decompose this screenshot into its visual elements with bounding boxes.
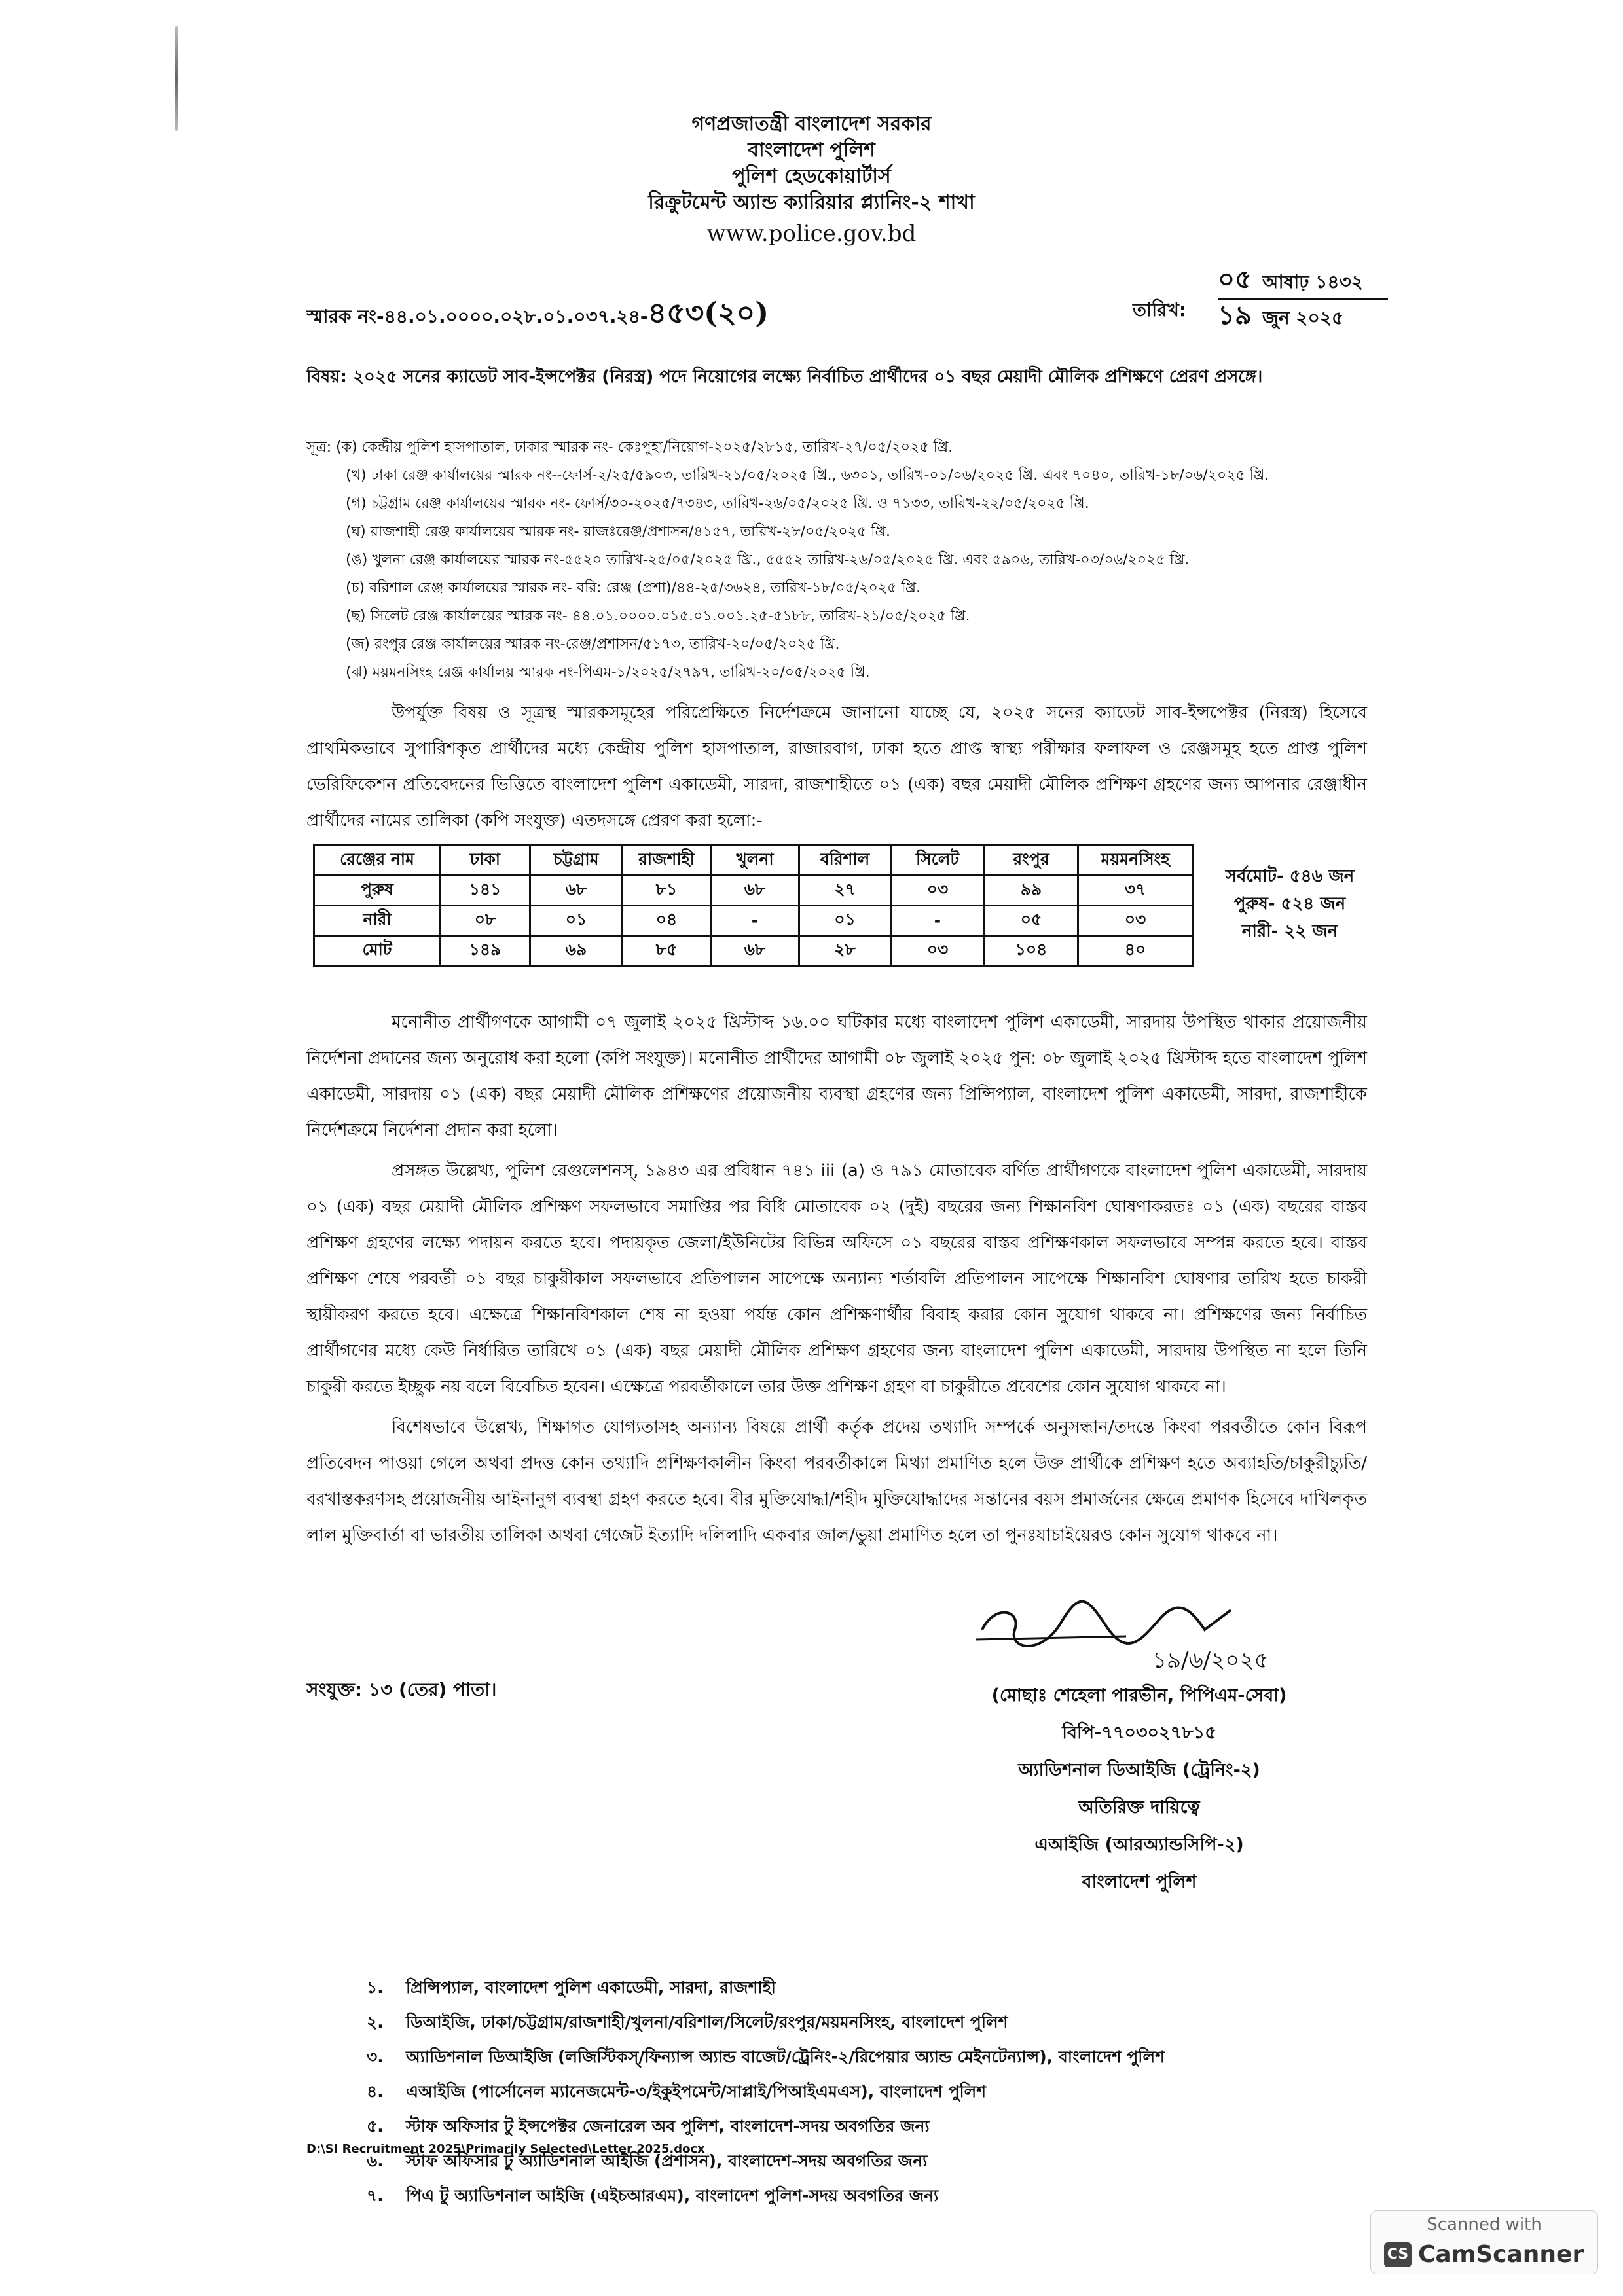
summary-male: পুরুষ- ৫২৪ জন	[1233, 894, 1346, 914]
signatory-title: এআইজি (আরঅ্যান্ডসিপি-২)	[1034, 1835, 1244, 1855]
table-header-row	[314, 846, 1193, 876]
summary-total: সর্বমোট- ৫৪৬ জন	[1225, 867, 1355, 886]
list-item	[367, 2005, 1414, 2039]
watermark-caption: Scanned with	[1427, 2215, 1542, 2234]
distribution-list	[367, 1970, 1414, 2213]
table-cell: ১৪৯	[441, 936, 530, 966]
table-cell: ২৭	[799, 876, 891, 906]
subject-line: বিষয়: ২০২৫ সনের ক্যাডেট সাব-ইন্সপেক্টর (নিরস্ত্র) পদে নিয়োগের লক্ষ্যে নির্বাচিত প্রার্থীদের ০১ বছর মেয়াদী মৌলিক প্রশিক্ষণে প্রেরণ প্রসঙ্গে।	[306, 367, 1263, 387]
list-item	[367, 2039, 1414, 2074]
table-row	[314, 876, 1193, 906]
list-item	[367, 2074, 1414, 2109]
table-cell: ৬৮	[711, 876, 799, 906]
list-text: স্টাফ অফিসার টু ইন্সপেক্টর জেনারেল অব পুলিশ, বাংলাদেশ-সদয় অবগতির জন্য	[406, 2117, 930, 2136]
body-paragraph-1	[306, 695, 1367, 839]
table-cell: ১০৪	[985, 936, 1078, 966]
list-number: ৩.	[367, 2047, 384, 2066]
camscanner-logo-icon: CS	[1384, 2242, 1412, 2267]
table-cell: ৬৮	[711, 936, 799, 966]
table-header-cell: রংপুর	[985, 846, 1078, 876]
table-cell: ০৩	[891, 876, 985, 906]
references-list	[306, 433, 1354, 687]
list-text: ডিআইজি, ঢাকা/চট্টগ্রাম/রাজশাহী/খুলনা/বরিশাল/সিলেট/রংপুর/ময়মনসিংহ, বাংলাদেশ পুলিশ	[406, 2013, 1008, 2032]
table-header-cell: খুলনা	[711, 846, 799, 876]
list-number: ২.	[367, 2013, 384, 2032]
reference-item: (খ) ঢাকা রেঞ্জ কার্যালয়ের স্মারক নং--ফোর্স-২/২৫/৫৯০৩, তারিখ-২১/০৫/২০২৫ খ্রি., ৬৩০১, তারিখ-০১/০৬/২০২৫ খ্রি. এবং ৭০৪০, তারিখ-১৮/০৬/২০২৫ খ্রি.	[346, 467, 1269, 484]
table-header-cell: বরিশাল	[799, 846, 891, 876]
reference-item: (চ) বরিশাল রেঞ্জ কার্যালয়ের স্মারক নং- বরি: রেঞ্জ (প্রশা)/৪৪-২৫/৩৬২৪, তারিখ-১৮/০৫/২০২৫ খ্রি.	[346, 580, 921, 596]
table-cell: ৬৯	[530, 936, 623, 966]
table-header-cell: রাজশাহী	[623, 846, 711, 876]
enclosure-note: সংযুক্ত: ১৩ (তের) পাতা।	[306, 1679, 497, 1700]
signatory-org: বাংলাদেশ পুলিশ	[1082, 1872, 1197, 1892]
table-row	[314, 936, 1193, 966]
table-cell: ৮৫	[623, 936, 711, 966]
table-cell: ০৮	[441, 906, 530, 936]
table-cell: ৬৮	[530, 876, 623, 906]
table-cell: ৮১	[623, 876, 711, 906]
table-cell: ১৪১	[441, 876, 530, 906]
reference-item: সূত্র: (ক) কেন্দ্রীয় পুলিশ হাসপাতাল, ঢাকার স্মারক নং- কেঃপুহা/নিয়োগ-২০২৫/২৮১৫, তারিখ-২৭/০৫/২০২৫ খ্রি.	[306, 439, 953, 456]
english-month-year: জুন ২০২৫	[1262, 307, 1344, 329]
signatory-name: (মোছাঃ শেহেলা পারভীন, পিপিএম-সেবা)	[991, 1685, 1287, 1706]
table-cell: ০৩	[1078, 906, 1193, 936]
table-header-cell: রেঞ্জের নাম	[314, 846, 441, 876]
signature-graphic	[956, 1584, 1296, 1682]
table-cell: ২৮	[799, 936, 891, 966]
signature-date: ১৯/৬/২০২৫	[1152, 1647, 1269, 1674]
body-paragraph-2	[306, 1005, 1367, 1149]
reference-item: (ছ) সিলেট রেঞ্জ কার্যালয়ের স্মারক নং- ৪৪.০১.০০০০.০১৫.০১.০০১.২৫-৫১৮৮, তারিখ-২১/০৫/২০২৫ খ্রি.	[346, 608, 970, 624]
table-cell: ৪০	[1078, 936, 1193, 966]
list-item	[367, 2178, 1414, 2213]
list-text: স্টাফ অফিসার টু অ্যাডিশনাল আইজি (প্রশাসন), বাংলাদেশ-সদয় অবগতির জন্য	[406, 2151, 928, 2170]
table-cell: -	[711, 906, 799, 936]
table-cell: ০৫	[985, 906, 1078, 936]
list-number: ৬.	[367, 2151, 384, 2170]
list-text: অ্যাডিশনাল ডিআইজি (লজিস্টিকস্/ফিন্যান্স অ্যান্ড বাজেট/ট্রেনিং-২/রিপেয়ার অ্যান্ড মেইনটেন্যান্স), বাংলাদেশ পুলিশ	[406, 2047, 1165, 2066]
signatory-bp-number: বিপি-৭৭০৩০২৭৮১৫	[1062, 1723, 1216, 1743]
paragraph-text: মনোনীত প্রার্থীগণকে আগামী ০৭ জুলাই ২০২৫ খ্রিস্টাব্দ ১৬.০০ ঘটিকার মধ্যে বাংলাদেশ পুলিশ একাডেমী, সারদায় উপস্থিত থাকার প্রয়োজনীয় নির্দেশনা প্রদানের জন্য অনুরোধ করা হলো (কপি সংযুক্ত)। মনোনীত প্রার্থীদের আগামী ০৮ জুলাই ২০২৫ পুন: ০৮ জুলাই ২০২৫ খ্রিস্টাব্দ হতে বাংলাদেশ পুলিশ একাডেমী, সারদায় ০১ (এক) বছর মেয়াদী মৌলিক প্রশিক্ষণের প্রয়োজনীয় ব্যবস্থা গ্রহণের জন্য প্রিন্সিপ্যাল, বাংলাদেশ পুলিশ একাডেমী, সারদা, রাজশাহীকে নির্দেশক্রমে নির্দেশনা প্রদান করা হলো।	[306, 1013, 1367, 1140]
table-cell: -	[891, 906, 985, 936]
list-number: ১.	[367, 1978, 384, 1997]
bangla-day: ০৫	[1218, 264, 1252, 295]
date-block	[1218, 265, 1388, 332]
table-header-cell: চট্টগ্রাম	[530, 846, 623, 876]
paragraph-text: উপর্যুক্ত বিষয় ও সূত্রস্থ স্মারকসমূহের পরিপ্রেক্ষিতে নির্দেশক্রমে জানানো যাচ্ছে যে, ২০২৫ সনের ক্যাডেট সাব-ইন্সপেক্টর (নিরস্ত্র) হিসেবে প্রাথমিকভাবে সুপারিশকৃত প্রার্থীদের মধ্যে কেন্দ্রীয় পুলিশ হাসপাতাল, রাজারবাগ, ঢাকা হতে প্রাপ্ত স্বাস্থ্য পরীক্ষার ফলাফল ও রেঞ্জসমূহ হতে প্রাপ্ত পুলিশ ভেরিফিকেশন প্রতিবেদনের ভিত্তিতে বাংলাদেশ পুলিশ একাডেমী, সারদা, রাজশাহীতে ০১ (এক) বছর মেয়াদী মৌলিক প্রশিক্ষণ গ্রহণের জন্য আপনার রেঞ্জাধীন প্রার্থীদের নামের তালিকা (কপি সংযুক্ত) এতদসঙ্গে প্রেরণ করা হলো:-	[306, 703, 1367, 831]
reference-item: (ঘ) রাজশাহী রেঞ্জ কার্যালয়ের স্মারক নং- রাজঃরেঞ্জ/প্রশাসন/৪১৫৭, তারিখ-২৮/০৫/২০২৫ খ্রি.	[346, 524, 890, 540]
letterhead	[0, 111, 1623, 251]
list-number: ৭.	[367, 2186, 384, 2205]
list-text: এআইজি (পার্সোনেল ম্যানেজমেন্ট-৩/ইকুইপমেন্ট/সাপ্লাই/পিআইএমএস), বাংলাদেশ পুলিশ	[406, 2082, 987, 2101]
reference-item: (জ) রংপুর রেঞ্জ কার্যালয়ের স্মারক নং-রেঞ্জ/প্রশাসন/৫১৭৩, তারিখ-২০/০৫/২০২৫ খ্রি.	[346, 636, 840, 653]
signature-block	[884, 1677, 1395, 1901]
table-summary	[1205, 863, 1375, 945]
table-cell: ০১	[799, 906, 891, 936]
memo-handwritten-number: ৪৫৩(২০)	[647, 296, 769, 330]
table-header-cell: ঢাকা	[441, 846, 530, 876]
memo-number	[306, 291, 769, 339]
table-cell: ৯৯	[985, 876, 1078, 906]
table-cell: ০১	[530, 906, 623, 936]
reference-item: (ঝ) ময়মনসিংহ রেঞ্জ কার্যালয় স্মারক নং-পিএম-১/২০২৫/২৭৯৭, তারিখ-২০/০৫/২০২৫ খ্রি.	[346, 664, 870, 681]
table-row	[314, 906, 1193, 936]
list-number: ৪.	[367, 2082, 384, 2101]
memo-prefix: স্মারক নং-৪৪.০১.০০০০.০২৮.০১.০৩৭.২৪-	[306, 306, 648, 327]
bangla-month-year: আষাঢ় ১৪৩২	[1262, 271, 1363, 293]
paragraph-text: বিশেষভাবে উল্লেখ্য, শিক্ষাগত যোগ্যতাসহ অন্যান্য বিষয়ে প্রার্থী কর্তৃক প্রদেয় তথ্যাদি সম্পর্কে অনুসন্ধান/তদন্তে কিংবা পরবর্তীতে কোন বিরূপ প্রতিবেদন পাওয়া গেলে অথবা প্রদত্ত কোন তথ্যাদি প্রশিক্ষণকালীন কিংবা পরবর্তীকালে মিথ্যা প্রমাণিত হলে উক্ত প্রার্থীকে প্রশিক্ষণ হতে অব্যাহতি/চাকুরীচ্যুতি/বরখাস্তকরণসহ প্রয়োজনীয় আইনানুগ ব্যবস্থা গ্রহণ করতে হবে। বীর মুক্তিযোদ্ধা/শহীদ মুক্তিযোদ্ধাদের সন্তানের বয়স প্রমার্জনের ক্ষেত্রে প্রমাণক হিসেবে দাখিলকৃত লাল মুক্তিবার্তা বা ভারতীয় তালিকা অথবা গেজেট ইত্যাদি দলিলাদি একবার জাল/ভুয়া প্রমাণিত হলে তা পুনঃযাচাইয়েরও কোন সুযোগ থাকবে না।	[306, 1418, 1367, 1545]
list-number: ৫.	[367, 2117, 384, 2136]
letterhead-police: বাংলাদেশ পুলিশ	[748, 139, 875, 162]
list-item	[367, 1970, 1414, 2005]
table-header-cell: ময়মনসিংহ	[1078, 846, 1193, 876]
letterhead-headquarters: পুলিশ হেডকোয়ার্টার্স	[732, 165, 891, 188]
table-cell: ৩৭	[1078, 876, 1193, 906]
table-cell: পুরুষ	[314, 876, 441, 906]
english-day: ১৯	[1218, 300, 1252, 331]
list-text: পিএ টু অ্যাডিশনাল আইজি (এইচআরএম), বাংলাদেশ পুলিশ-সদয় অবগতির জন্য	[406, 2186, 939, 2205]
table-cell: মোট	[314, 936, 441, 966]
table-cell: নারী	[314, 906, 441, 936]
english-date	[1218, 301, 1388, 332]
letterhead-government: গণপ্রজাতন্ত্রী বাংলাদেশ সরকার	[691, 113, 932, 135]
bangla-date	[1218, 265, 1388, 296]
date-label: তারিখ:	[1133, 299, 1187, 321]
candidate-table	[313, 844, 1194, 967]
camscanner-watermark	[1370, 2210, 1598, 2274]
paragraph-text: প্রসঙ্গত উল্লেখ্য, পুলিশ রেগুলেশনস্, ১৯৪৩ এর প্রবিধান ৭৪১ iii (a) ও ৭৯১ মোতাবেক বর্ণিত প্রার্থীগণকে বাংলাদেশ পুলিশ একাডেমী, সারদায় ০১ (এক) বছর মেয়াদী মৌলিক প্রশিক্ষণ সফলভাবে সমাপ্তির পর বিধি মোতাবেক ০২ (দুই) বছরের জন্য শিক্ষানবিশ ঘোষণাকরতঃ ০১ (এক) বছরের বাস্তব প্রশিক্ষণ গ্রহণের লক্ষ্যে পদায়ন করতে হবে। পদায়কৃত জেলা/ইউনিটের বিভিন্ন অফিসে ০১ বছরের বাস্তব প্রশিক্ষণকাল সফলভাবে সম্পন্ন করতে হবে। বাস্তব প্রশিক্ষণ শেষে পরবর্তী ০১ বছর চাকুরীকাল সফলভাবে প্রতিপালন সাপেক্ষে অন্যান্য শর্তাবলি প্রতিপালন সাপেক্ষে শিক্ষানবিশ ঘোষণার তারিখ হতে চাকরী স্থায়ীকরণ করতে হবে। এক্ষেত্রে শিক্ষানবিশকাল শেষ না হওয়া পর্যন্ত কোন প্রশিক্ষণার্থীর বিবাহ করার কোন সুযোগ থাকবে না। প্রশিক্ষণের জন্য নির্বাচিত প্রার্থীগণের মধ্যে কেউ নির্ধারিত তারিখে ০১ (এক) বছর মেয়াদী মৌলিক প্রশিক্ষণ গ্রহণের জন্য বাংলাদেশ পুলিশ একাডেমী, সারদায় উপস্থিত না হলে তিনি চাকুরী করতে ইচ্ছুক নয় বলে বিবেচিত হবেন। এক্ষেত্রে পরবর্তীকালে তার উক্ত প্রশিক্ষণ গ্রহণ বা চাকুরীতে প্রবেশের কোন সুযোগ থাকবে না।	[306, 1161, 1367, 1397]
letterhead-branch: রিক্রুটমেন্ট অ্যান্ড ক্যারিয়ার প্ল্যানিং-২ শাখা	[648, 191, 975, 214]
reference-item: (ঙ) খুলনা রেঞ্জ কার্যালয়ের স্মারক নং-৫৫২০ তারিখ-২৫/০৫/২০২৫ খ্রি., ৫৫৫২ তারিখ-২৬/০৫/২০২৫ খ্রি. এবং ৫৯০৬, তারিখ-০৩/০৬/২০২৫ খ্রি.	[346, 552, 1190, 568]
body-paragraph-4	[306, 1410, 1367, 1554]
list-item	[367, 2109, 1414, 2144]
watermark-brand: CamScanner	[1418, 2241, 1584, 2268]
file-path-footer: D:\SI Recruitment 2025\Primarily Selected\Letter 2025.docx	[306, 2142, 705, 2156]
signatory-title: অ্যাডিশনাল ডিআইজি (ট্রেনিং-২)	[1018, 1760, 1260, 1780]
letterhead-website[interactable]: www.police.gov.bd	[706, 221, 917, 247]
signatory-title: অতিরিক্ত দায়িত্বে	[1078, 1797, 1200, 1818]
reference-item: (গ) চট্টগ্রাম রেঞ্জ কার্যালয়ের স্মারক নং- ফোর্স/৩০-২০২৫/৭৩৪৩, তারিখ-২৬/০৫/২০২৫ খ্রি. ও ৭১৩৩, তারিখ-২২/০৫/২০২৫ খ্রি.	[346, 495, 1089, 512]
list-text: প্রিন্সিপ্যাল, বাংলাদেশ পুলিশ একাডেমী, সারদা, রাজশাহী	[406, 1978, 776, 1997]
table-header-cell: সিলেট	[891, 846, 985, 876]
body-paragraph-3	[306, 1153, 1367, 1405]
table-cell: ০৪	[623, 906, 711, 936]
summary-female: নারী- ২২ জন	[1241, 922, 1338, 941]
table-cell: ০৩	[891, 936, 985, 966]
